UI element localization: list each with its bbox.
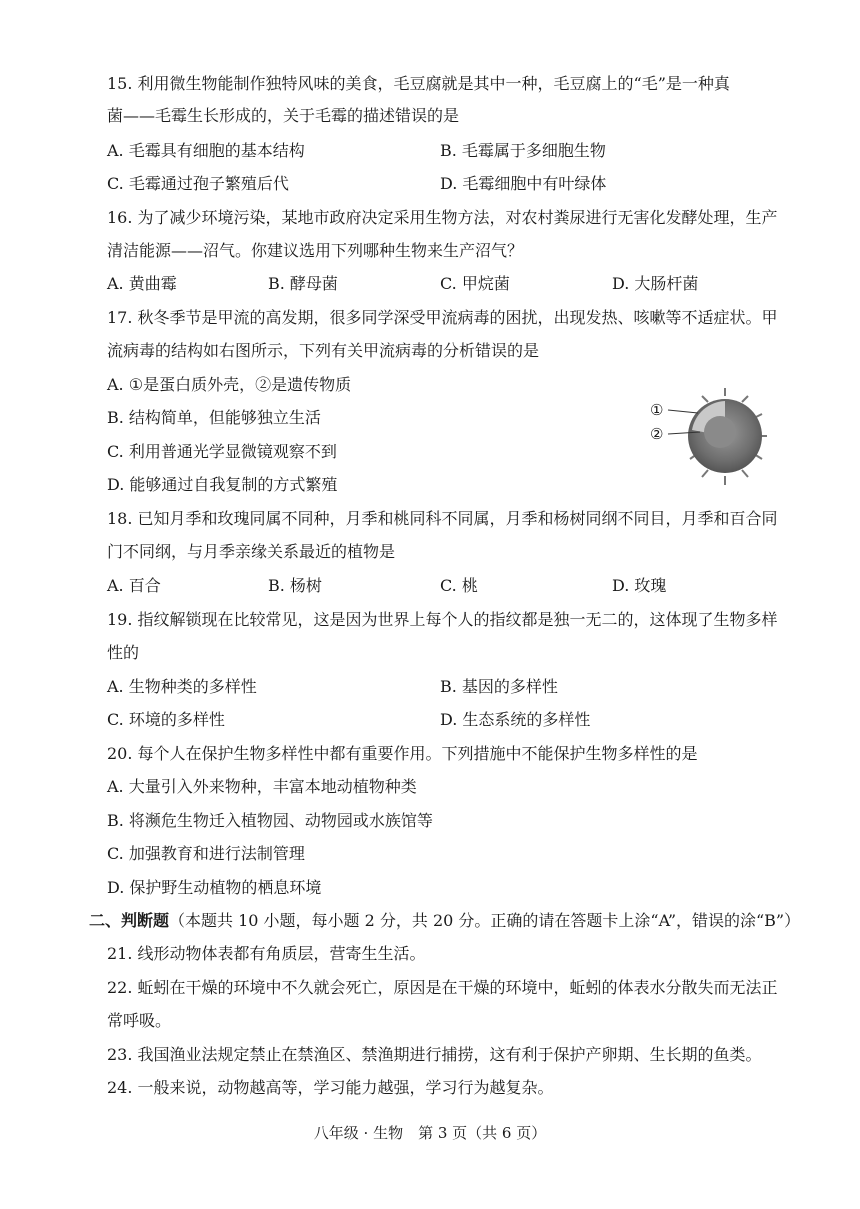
q16-option-a: A. 黄曲霉 <box>107 274 177 293</box>
q20-option-b: B. 将濒危生物迁入植物园、动物园或水族馆等 <box>107 811 433 830</box>
q15-option-c: C. 毛霉通过孢子繁殖后代 <box>107 174 289 193</box>
q20-option-c: C. 加强教育和进行法制管理 <box>107 844 305 863</box>
section2-title: 二、判断题 <box>89 911 170 930</box>
q16-option-d: D. 大肠杆菌 <box>612 274 699 293</box>
q15-option-d: D. 毛霉细胞中有叶绿体 <box>440 174 607 193</box>
q19-option-b: B. 基因的多样性 <box>440 677 558 696</box>
q16-stem-line1: 16. 为了减少环境污染，某地市政府决定采用生物方法，对农村粪尿进行无害化发酵处理，生产 <box>107 208 778 227</box>
q17-option-d: D. 能够通过自我复制的方式繁殖 <box>107 475 338 494</box>
q15-option-a: A. 毛霉具有细胞的基本结构 <box>107 141 305 160</box>
q17-option-b: B. 结构简单，但能够独立生活 <box>107 408 321 427</box>
q19-option-a: A. 生物种类的多样性 <box>107 677 257 696</box>
virus-structure-figure <box>650 388 770 488</box>
q18-option-a: A. 百合 <box>107 576 161 595</box>
q16-option-b: B. 酵母菌 <box>268 274 338 293</box>
q18-stem-line2: 门不同纲，与月季亲缘关系最近的植物是 <box>107 542 396 561</box>
section2-heading <box>89 910 800 932</box>
q15-stem-line2: 菌——毛霉生长形成的，关于毛霉的描述错误的是 <box>107 106 460 125</box>
label-1-leader <box>668 410 698 413</box>
page-footer: 八年级 · 生物 第 3 页（共 6 页） <box>313 1124 547 1142</box>
q15-stem-line1: 15. 利用微生物能制作独特风味的美食，毛豆腐就是其中一种，毛豆腐上的“毛”是一种真 <box>107 74 730 93</box>
label-1: ① <box>650 401 664 419</box>
q18-stem-line1: 18. 已知月季和玫瑰同属不同种，月季和桃同科不同属，月季和杨树同纲不同目，月季和百合同 <box>107 509 778 528</box>
q18-option-c: C. 桃 <box>440 576 478 595</box>
q15-option-b: B. 毛霉属于多细胞生物 <box>440 141 606 160</box>
q24-statement: 24. 一般来说，动物越高等，学习能力越强，学习行为越复杂。 <box>107 1078 554 1097</box>
q17-stem-line1: 17. 秋冬季节是甲流的高发期，很多同学深受甲流病毒的困扰，出现发热、咳嗽等不适症状。甲 <box>107 308 778 327</box>
q17-option-c: C. 利用普通光学显微镜观察不到 <box>107 442 337 461</box>
q19-option-c: C. 环境的多样性 <box>107 710 225 729</box>
q23-statement: 23. 我国渔业法规定禁止在禁渔区、禁渔期进行捕捞，这有利于保护产卵期、生长期的鱼类。 <box>107 1045 762 1064</box>
q16-option-c: C. 甲烷菌 <box>440 274 510 293</box>
q19-stem-line1: 19. 指纹解锁现在比较常见，这是因为世界上每个人的指纹都是独一无二的，这体现了生物多样 <box>107 610 778 629</box>
q20-option-a: A. 大量引入外来物种，丰富本地动植物种类 <box>107 777 417 796</box>
virus-core <box>704 416 736 448</box>
q17-option-a: A. ①是蛋白质外壳，②是遗传物质 <box>107 375 352 394</box>
q19-stem-line2: 性的 <box>107 643 140 662</box>
section2-desc: （本题共 10 小题，每小题 2 分，共 20 分。正确的请在答题卡上涂“A”，错误的涂“B”） <box>169 911 801 930</box>
q19-option-d: D. 生态系统的多样性 <box>440 710 591 729</box>
q21-statement: 21. 线形动物体表都有角质层，营寄生生活。 <box>107 944 426 963</box>
q22-statement-line1: 22. 蚯蚓在干燥的环境中不久就会死亡，原因是在干燥的环境中，蚯蚓的体表水分散失而无法正 <box>107 978 778 997</box>
q18-option-b: B. 杨树 <box>268 576 322 595</box>
q17-stem-line2: 流病毒的结构如右图所示，下列有关甲流病毒的分析错误的是 <box>107 341 540 360</box>
q22-statement-line2: 常呼吸。 <box>107 1011 172 1030</box>
q20-stem: 20. 每个人在保护生物多样性中都有重要作用。下列措施中不能保护生物多样性的是 <box>107 744 698 763</box>
q18-option-d: D. 玫瑰 <box>612 576 667 595</box>
q16-stem-line2: 清洁能源——沼气。你建议选用下列哪种生物来生产沼气？ <box>107 241 524 260</box>
label-2: ② <box>650 425 664 443</box>
q20-option-d: D. 保护野生动植物的栖息环境 <box>107 878 322 897</box>
